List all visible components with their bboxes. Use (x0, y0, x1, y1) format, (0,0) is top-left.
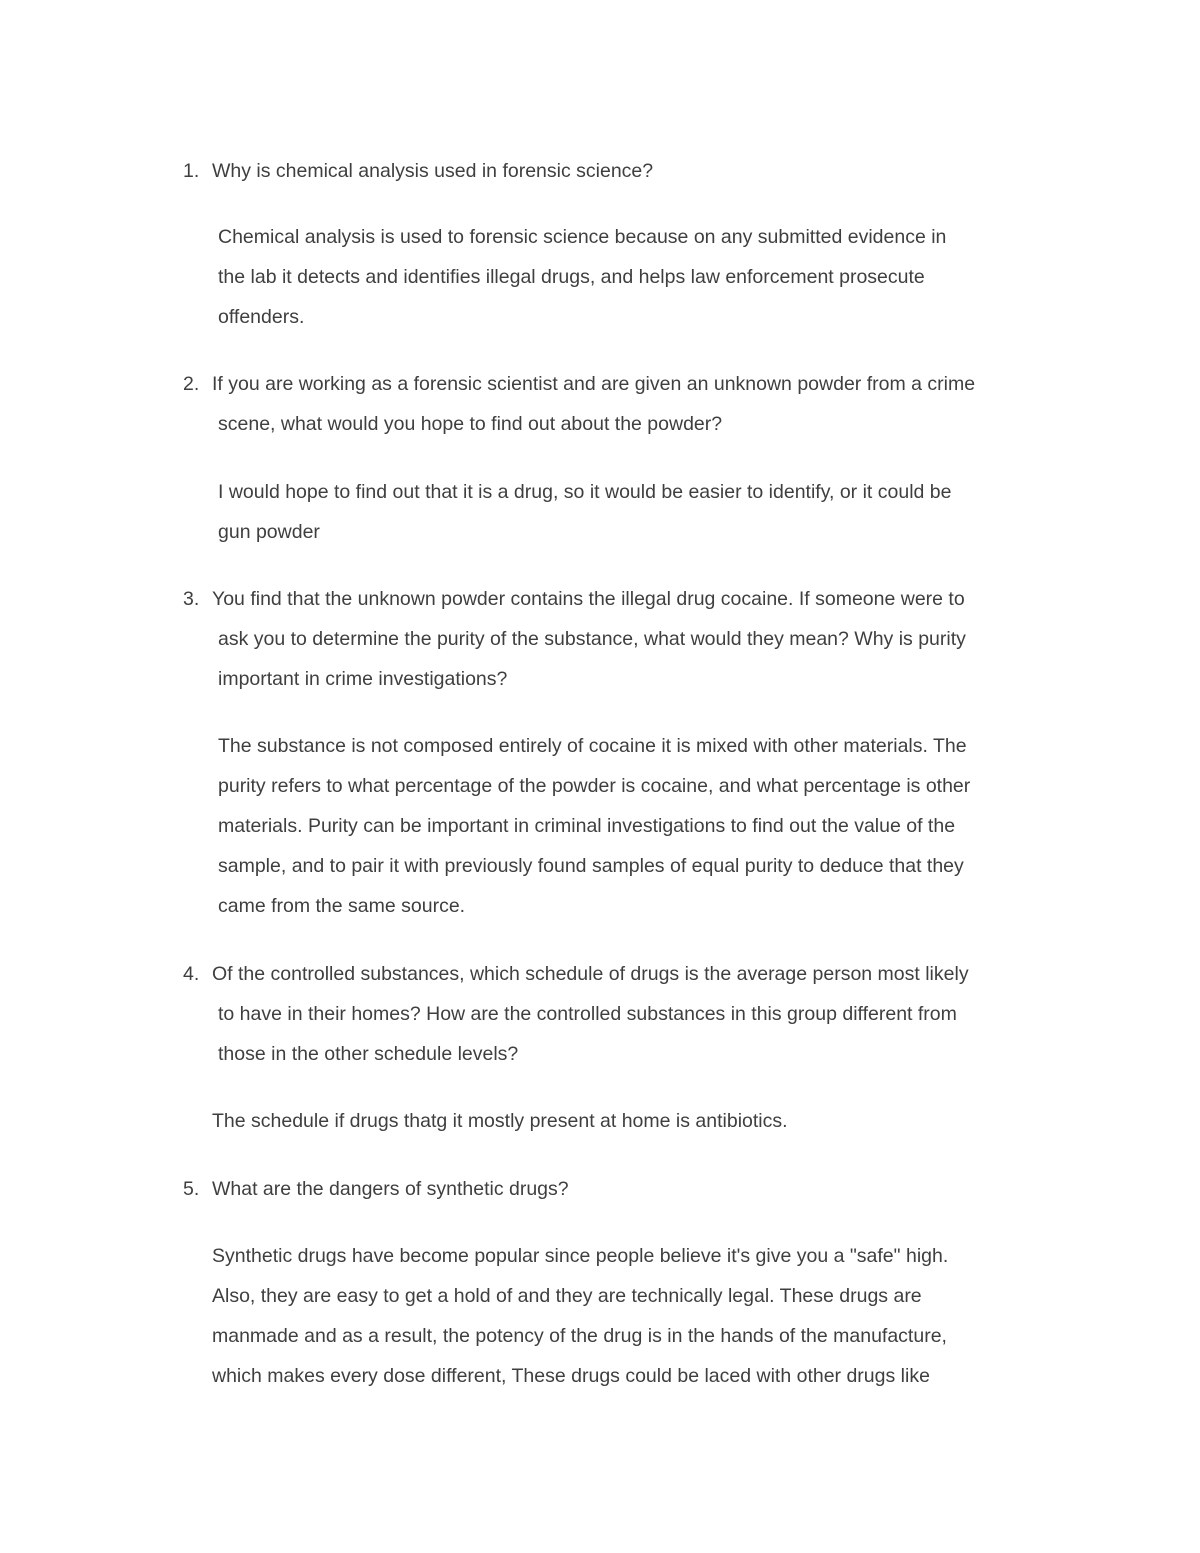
question-line: important in crime investigations? (218, 668, 508, 690)
question-text (212, 364, 976, 444)
answer-line: The schedule if drugs thatg it mostly present at home is antibiotics. (212, 1110, 788, 1132)
question-number: 3. (183, 588, 200, 610)
answer-line: sample, and to pair it with previously found samples of equal purity to deduce that they (218, 855, 964, 877)
answer-line: materials. Purity can be important in criminal investigations to find out the value of the (218, 815, 956, 837)
answer-line: Also, they are easy to get a hold of and they are technically legal. These drugs are (212, 1285, 922, 1307)
answer-line: gun powder (218, 521, 320, 543)
answer-3 (218, 726, 970, 926)
question-line: Of the controlled substances, which schedule of drugs is the average person most likely (212, 963, 969, 985)
answer-line: the lab it detects and identifies illegal drugs, and helps law enforcement prosecute (218, 266, 925, 288)
answer-1 (218, 217, 946, 337)
answer-line: Synthetic drugs have become popular since people believe it's give you a "safe" high. (212, 1245, 949, 1267)
question-text (212, 954, 969, 1074)
question-text (212, 1169, 569, 1209)
answer-line: purity refers to what percentage of the powder is cocaine, and what percentage is other (218, 775, 971, 797)
answer-line: manmade and as a result, the potency of the drug is in the hands of the manufacture, (212, 1325, 947, 1347)
question-text (212, 579, 966, 699)
answer-line: Chemical analysis is used to forensic science because on any submitted evidence in (218, 226, 947, 248)
question-number: 4. (183, 963, 200, 985)
question-line: those in the other schedule levels? (218, 1043, 519, 1065)
answer-line: came from the same source. (218, 895, 466, 917)
question-number: 5. (183, 1178, 200, 1200)
question-line: scene, what would you hope to find out about the powder? (218, 413, 723, 435)
question-line: Why is chemical analysis used in forensic science? (212, 160, 654, 182)
question-line: to have in their homes? How are the controlled substances in this group different from (218, 1003, 957, 1025)
answer-line: I would hope to find out that it is a drug, so it would be easier to identify, or it could be (218, 481, 952, 503)
question-line: If you are working as a forensic scientist and are given an unknown powder from a crime (212, 373, 976, 395)
question-line: What are the dangers of synthetic drugs? (212, 1178, 569, 1200)
answer-line: which makes every dose different, These drugs could be laced with other drugs like (212, 1365, 930, 1387)
answer-line: offenders. (218, 306, 305, 328)
question-text (212, 151, 654, 191)
answer-4 (212, 1101, 788, 1141)
question-number: 1. (183, 160, 200, 182)
question-line: You find that the unknown powder contains the illegal drug cocaine. If someone were to (212, 588, 965, 610)
question-number: 2. (183, 373, 200, 395)
answer-5 (212, 1236, 948, 1396)
answer-line: The substance is not composed entirely of cocaine it is mixed with other materials. The (218, 735, 967, 757)
question-line: ask you to determine the purity of the substance, what would they mean? Why is purity (218, 628, 966, 650)
answer-2 (218, 472, 952, 552)
